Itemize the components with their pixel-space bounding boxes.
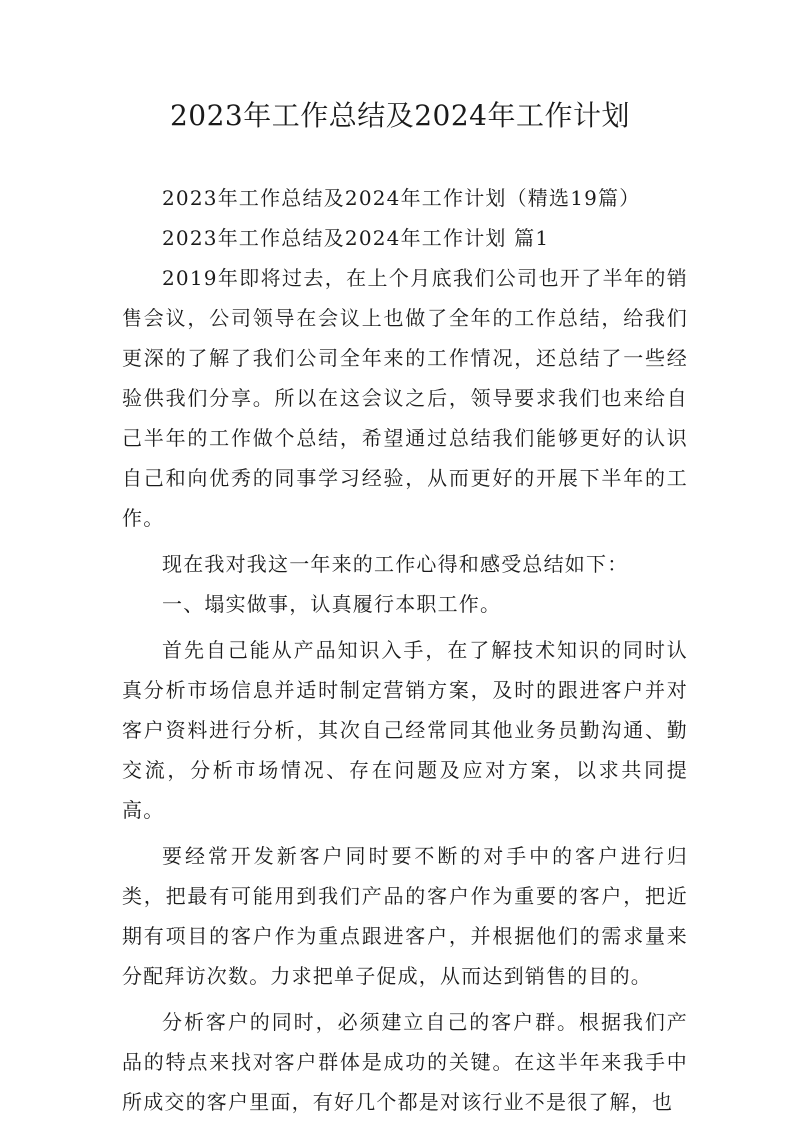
paragraph-client-group: 分析客户的同时，必须建立自己的客户群。根据我们产品的特点来找对客户群体是成功的关键。在这半年来我手中所成交的客户里面，有好几个都是对该行业不是很了解，也 [122, 1010, 688, 1114]
paragraph-point-heading: 一、塌实做事，认真履行本职工作。 [162, 592, 502, 616]
paragraph-section-heading: 2023年工作总结及2024年工作计划 篇1 [162, 226, 550, 250]
paragraph-subtitle: 2023年工作总结及2024年工作计划（精选19篇） [162, 186, 641, 210]
paragraph-summary-lead: 现在我对我这一年来的工作心得和感受总结如下： [162, 552, 629, 576]
document-title: 2023年工作总结及2024年工作计划 [169, 99, 631, 132]
paragraph-intro: 2019年即将过去，在上个月底我们公司也开了半年的销售会议，公司领导在会议上也做了全年的工作总结，给我们更深的了解了我们公司全年来的工作情况，还总结了一些经验供我们分享。所以在这会议之后，领导要求我们也来给自己半年的工作做个总结，希望通过总结我们能够更好的认识自己和向优秀的同事学习经验，从而更好的开展下半年的工作。 [122, 266, 688, 530]
document-body [122, 178, 688, 1128]
paragraph-new-clients: 要经常开发新客户同时要不断的对手中的客户进行归类，把最有可能用到我们产品的客户作为重要的客户，把近期有项目的客户作为重点跟进客户，并根据他们的需求量来分配拜访次数。力求把单子促成，从而达到销售的目的。 [122, 844, 688, 988]
paragraph-product-knowledge: 首先自己能从产品知识入手，在了解技术知识的同时认真分析市场信息并适时制定营销方案，及时的跟进客户并对客户资料进行分析，其次自己经常同其他业务员勤沟通、勤交流，分析市场情况、存在问题及应对方案，以求共同提高。 [122, 638, 688, 822]
